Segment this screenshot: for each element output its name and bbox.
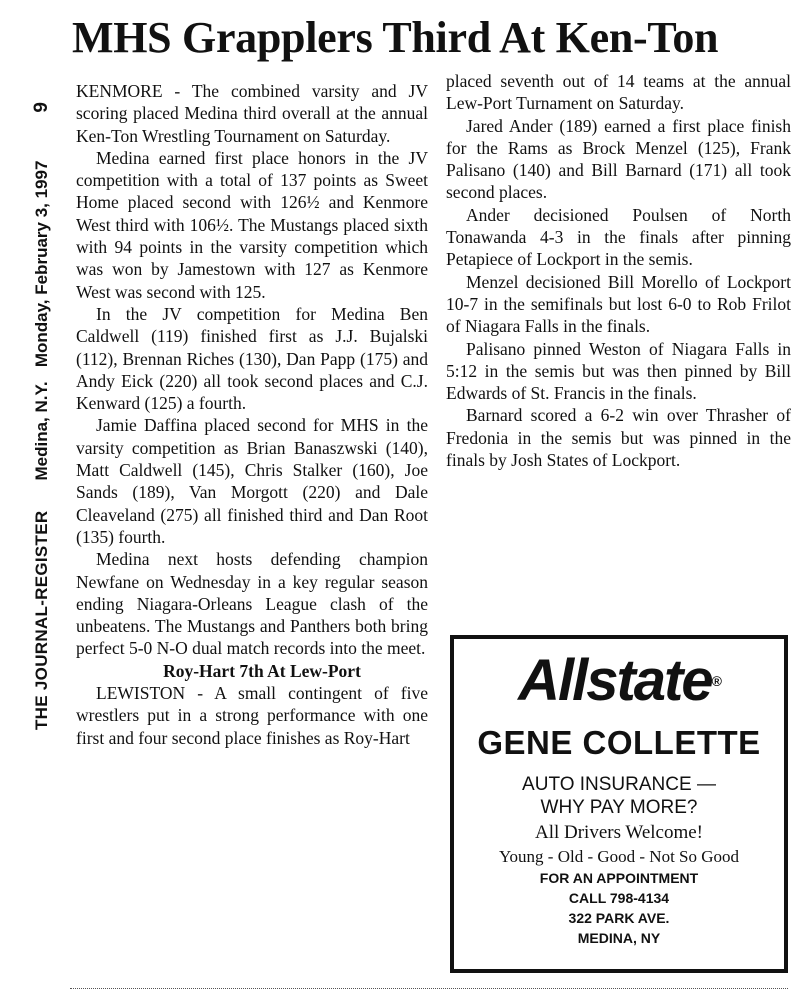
publication-name: THE JOURNAL-REGISTER xyxy=(32,510,51,730)
allstate-logo: Allstate® xyxy=(518,648,720,713)
paragraph: Barnard scored a 6-2 win over Thrasher of Fredonia in the semis but was pinned in the finals by Josh States of Lockport. xyxy=(446,405,791,471)
paragraph: Medina earned first place honors in the JV competition with a total of 137 points as Sweet Home placed second with 126½ and Kenmore West third with 106½. The Mustangs placed sixth with 94 points in the varsity competition which was won by Jamestown with 127 as Kenmore West was second with 125. xyxy=(76,147,428,302)
ad-city: MEDINA, NY xyxy=(577,930,661,946)
article-column-1 xyxy=(76,80,428,749)
paragraph: Ander decisioned Poulsen of North Tonawanda 4-3 in the finals after pinning Petapiece of Lockport in the semis. xyxy=(446,204,791,270)
paragraph: LEWISTON - A small contingent of five wrestlers put in a strong performance with one first and four second place finishes as Roy-Hart xyxy=(76,683,428,748)
paragraph: In the JV competition for Medina Ben Caldwell (119) finished first as J.J. Bujalski (112), Brennan Riches (130), Dan Papp (175) and Andy Eick (220) all took second places and C.J. Kenward (125) a fourth. xyxy=(76,303,428,414)
ad-appointment: FOR AN APPOINTMENT xyxy=(539,870,699,886)
ad-line-1: AUTO INSURANCE — xyxy=(522,774,716,795)
paragraph: Palisano pinned Weston of Niagara Falls in 5:12 in the semis but was then pinned by Bill Edwards of St. Francis in the finals. xyxy=(446,338,791,404)
paragraph: Medina next hosts defending champion Newfane on Wednesday in a key regular season ending Niagara-Orleans League clash of the unbeatens. The Mustangs and Panthers both bring perfect 5-0 N-O dual match records into the meet. xyxy=(76,549,428,659)
dateline: Medina, N.Y. Monday, February 3, 1997 xyxy=(32,160,51,481)
bottom-divider xyxy=(70,988,788,989)
ad-line-2: WHY PAY MORE? xyxy=(540,797,698,818)
paragraph: placed seventh out of 14 teams at the annual Lew-Port Turnament on Saturday. xyxy=(446,71,791,114)
paragraph: Jamie Daffina placed second for MHS in the varsity competition as Brian Banaszwski (140), Matt Caldwell (145), Chris Stalker (160), Joe Sands (189), Van Morgott (220) and Dale Cleaveland (275) all finished third and Dan Root (135) fourth. xyxy=(76,415,428,547)
article-column-2 xyxy=(446,70,791,471)
paragraph: Jared Ander (189) earned a first place finish for the Rams as Brock Menzel (125), Frank Palisano (140) and Bill Barnard (171) all took second places. xyxy=(446,115,791,203)
ad-phone: CALL 798-4134 xyxy=(568,890,670,906)
sidebar-dateline xyxy=(22,30,62,730)
ad-address: 322 PARK AVE. xyxy=(568,910,670,926)
paragraph: KENMORE - The combined varsity and JV scoring placed Medina third overall at the annual Ken-Ton Wrestling Tournament on Saturday. xyxy=(76,81,428,146)
page-number: 9 xyxy=(31,101,52,113)
agent-name: GENE COLLETTE xyxy=(477,724,761,761)
headline: MHS Grapplers Third At Ken-Ton xyxy=(72,13,719,62)
ad-ages: Young - Old - Good - Not So Good xyxy=(498,847,740,866)
paragraph: Menzel decisioned Bill Morello of Lockport 10-7 in the semifinals but lost 6-0 to Rob Frilot of Niagara Falls in the finals. xyxy=(446,271,791,337)
subhead: Roy-Hart 7th At Lew-Port xyxy=(163,660,361,681)
allstate-advertisement xyxy=(450,635,788,973)
ad-welcome: All Drivers Welcome! xyxy=(534,822,703,843)
